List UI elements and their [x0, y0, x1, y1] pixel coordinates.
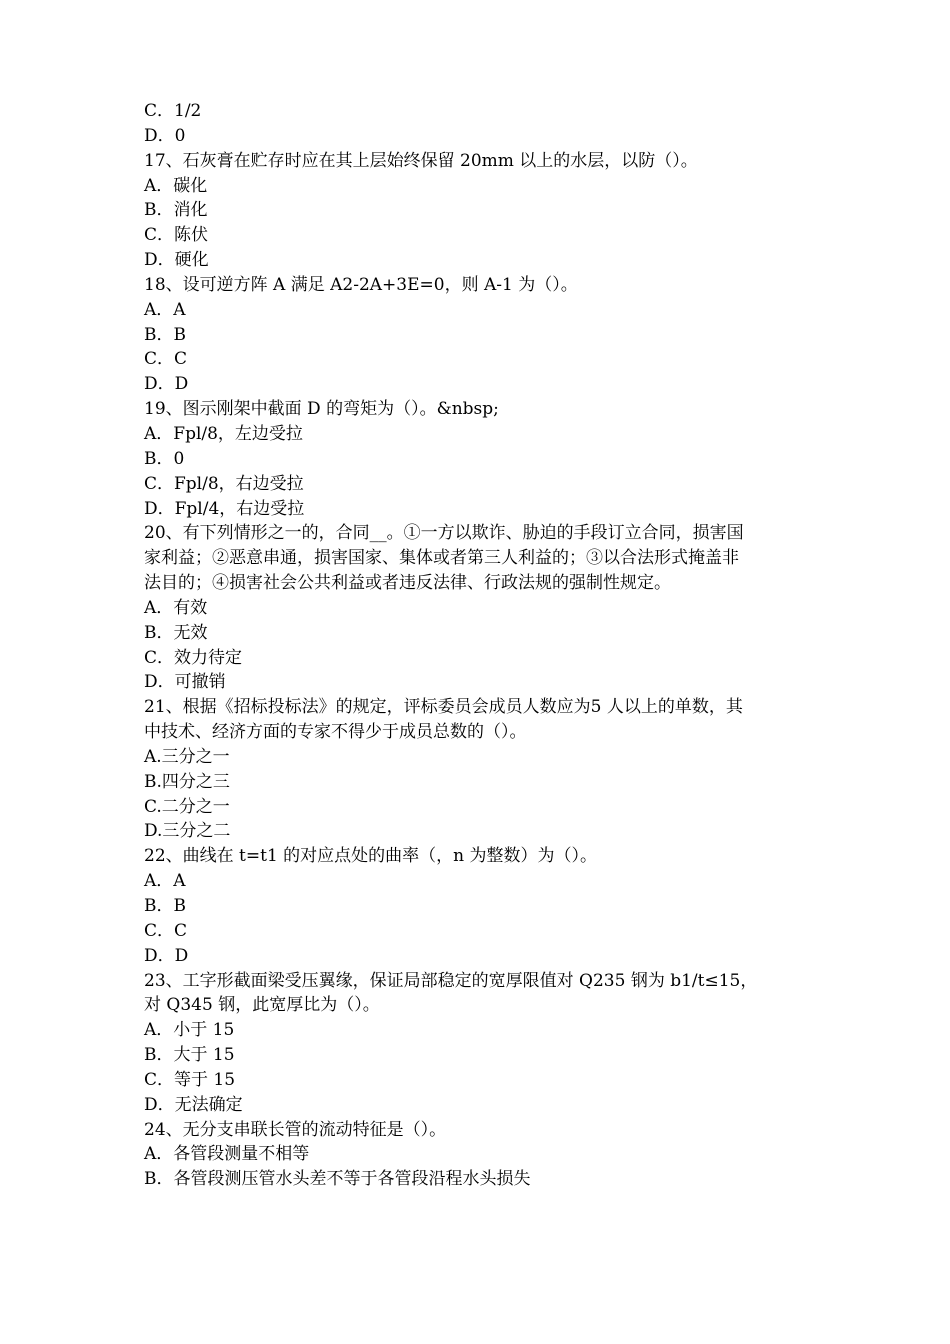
option-c-22: C．C — [144, 920, 188, 941]
option-d-19: D．Fpl/4，右边受拉 — [144, 498, 305, 519]
option-c-16: C．1/2 — [144, 101, 202, 121]
document-page — [144, 99, 820, 1192]
question-20-line-3: 法目的；④损害社会公共利益或者违反法律、行政法规的强制性规定。 — [144, 573, 671, 594]
option-a-24: A．各管段测量不相等 — [144, 1144, 310, 1165]
question-20-line-1: 20、有下列情形之一的，合同__。①一方以欺诈、胁迫的手段订立合同，损害国 — [144, 523, 744, 544]
option-c-19: C．Fpl/8，右边受拉 — [144, 473, 304, 494]
option-a-21: A.三分之一 — [144, 746, 230, 767]
question-20-line-2: 家利益；②恶意串通，损害国家、集体或者第三人利益的；③以合法形式掩盖非 — [144, 548, 739, 569]
option-a-20: A．有效 — [144, 597, 208, 618]
question-23-line-1: 23、工字形截面梁受压翼缘，保证局部稳定的宽厚限值对 Q235 钢为 b1/t≤15， — [144, 970, 758, 991]
question-19: 19、图示刚架中截面 D 的弯矩为（）。&nbsp; — [144, 399, 499, 420]
question-18: 18、设可逆方阵 A 满足 A2-2A+3E=0，则 A-1 为（）。 — [144, 274, 578, 295]
question-22: 22、曲线在 t=t1 的对应点处的曲率（，n 为整数）为（）。 — [144, 846, 598, 867]
question-17: 17、石灰膏在贮存时应在其上层始终保留 20mm 以上的水层，以防（）。 — [144, 150, 698, 171]
option-c-20: C．效力待定 — [144, 647, 243, 668]
option-b-19: B．0 — [144, 448, 185, 469]
option-c-23: C．等于 15 — [144, 1069, 236, 1090]
option-a-22: A．A — [144, 871, 186, 892]
option-b-23: B．大于 15 — [144, 1045, 235, 1066]
option-c-21: C.二分之一 — [144, 796, 230, 817]
option-b-21: B.四分之三 — [144, 771, 230, 792]
option-a-23: A．小于 15 — [144, 1020, 235, 1041]
option-d-22: D．D — [144, 945, 189, 966]
option-d-18: D．D — [144, 374, 189, 395]
option-a-17: A．碳化 — [144, 175, 208, 196]
option-b-22: B．B — [144, 896, 186, 916]
option-b-20: B．无效 — [144, 622, 208, 643]
question-24: 24、无分支串联长管的流动特征是（）。 — [144, 1119, 447, 1140]
option-d-23: D．无法确定 — [144, 1094, 243, 1115]
option-d-21: D.三分之二 — [144, 821, 231, 842]
option-b-18: B．B — [144, 324, 186, 345]
option-a-19: A．Fpl/8，左边受拉 — [144, 423, 303, 444]
option-a-18: A．A — [144, 299, 186, 320]
option-b-24: B．各管段测压管水头差不等于各管段沿程水头损失 — [144, 1169, 531, 1190]
option-d-17: D．硬化 — [144, 250, 209, 271]
question-23-line-2: 对 Q345 钢，此宽厚比为（）。 — [144, 995, 380, 1016]
option-d-16: D．0 — [144, 125, 186, 146]
question-21-line-2: 中技术、经济方面的专家不得少于成员总数的（）。 — [144, 722, 527, 743]
option-c-18: C．C — [144, 349, 188, 370]
option-d-20: D．可撤销 — [144, 672, 226, 693]
option-c-17: C．陈伏 — [144, 225, 209, 246]
option-b-17: B．消化 — [144, 200, 208, 221]
question-21-line-1: 21、根据《招标投标法》的规定，评标委员会成员人数应为5 人以上的单数，其 — [144, 697, 743, 718]
